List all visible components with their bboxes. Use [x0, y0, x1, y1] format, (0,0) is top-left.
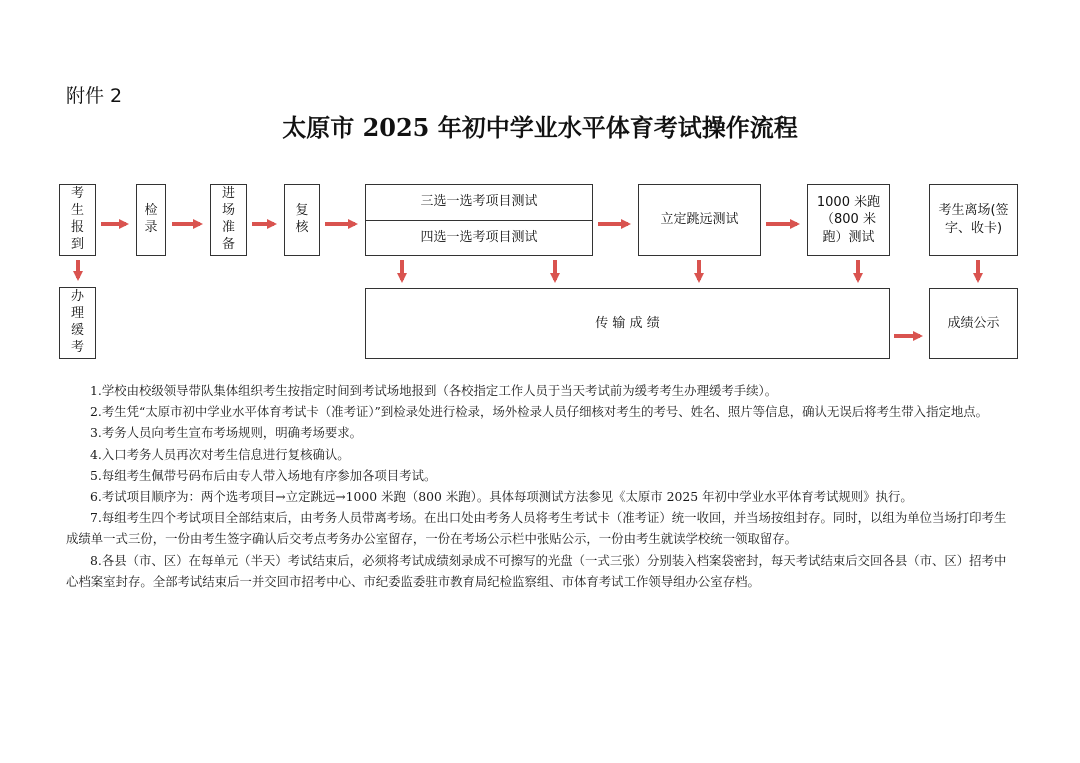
- flow-box-transmit-label: 传 输 成 绩: [595, 315, 660, 331]
- attachment-label: 附件 2: [66, 85, 123, 107]
- note-item: 5.每组考生佩带号码布后由专人带入场地有序参加各项目考试。: [90, 467, 437, 483]
- note-item: 6.考试项目顺序为：两个选考项目→立定跳远→1000 米跑（800 米跑）。具体每项测试方法参见《太原市 2025 年初中学业水平体育考试规则》执行。: [90, 489, 913, 505]
- flow-box-leave-label: 考生离场(签字、收卡): [938, 203, 1009, 236]
- flow-box-long-jump-label: 立定跳远测试: [660, 212, 739, 228]
- flow-box-run-label: 1000 米跑（800 米跑）测试: [816, 194, 881, 245]
- document-title: 太原市 2025 年初中学业水平体育考试操作流程: [282, 113, 798, 142]
- flow-box-option3: 三选一选考项目测试: [420, 194, 538, 210]
- note-item: 8.各县（市、区）在每单元（半天）考试结束后，必须将考试成绩刻录成不可擦写的光盘（一式三张）分别装入档案袋密封，每天考试结束后交回各县（市、区）招考中心档案室封存。全部考试结束后一并交回市招考中心、市纪委监委驻市教育局纪检监察组、市体育考试工作领导组办公室存档。: [66, 552, 1007, 589]
- flow-box-check-label: 检录: [144, 203, 158, 235]
- notes-section: [66, 380, 1016, 592]
- flow-box-enter-label: 进场准备: [221, 186, 235, 252]
- flow-box-publish-label: 成绩公示: [947, 315, 1000, 331]
- note-item: 1.学校由校级领导带队集体组织考生按指定时间到考试场地报到（各校指定工作人员于当天考试前为缓考考生办理缓考手续）。: [90, 383, 778, 398]
- flow-box-report-label: 考生报到: [70, 186, 84, 252]
- note-item: 7.每组考生四个考试项目全部结束后，由考务人员带离考场。在出口处由考务人员将考生考试卡（准考证）统一收回，并当场按组封存。同时，以组为单位当场打印考生成绩单一式三份，一份由考生签字确认后交考点考务办公室留存，一份在考场公示栏中张贴公示，一份由考生就读学校统一领取留存。: [66, 510, 1007, 547]
- flow-box-recheck-label: 复核: [295, 203, 309, 235]
- flow-box-option4: 四选一选考项目测试: [366, 220, 592, 256]
- note-item: 4.入口考务人员再次对考生信息进行复核确认。: [90, 446, 350, 462]
- flow-box-defer-label: 办理缓考: [70, 289, 84, 355]
- note-item: 3.考务人员向考生宣布考场规则，明确考场要求。: [90, 425, 363, 441]
- note-item: 2.考生凭“太原市初中学业水平体育考试卡（准考证）”到检录处进行检录，场外检录人员仔细核对考生的考号、姓名、照片等信息，确认无误后将考生带入指定地点。: [90, 404, 989, 420]
